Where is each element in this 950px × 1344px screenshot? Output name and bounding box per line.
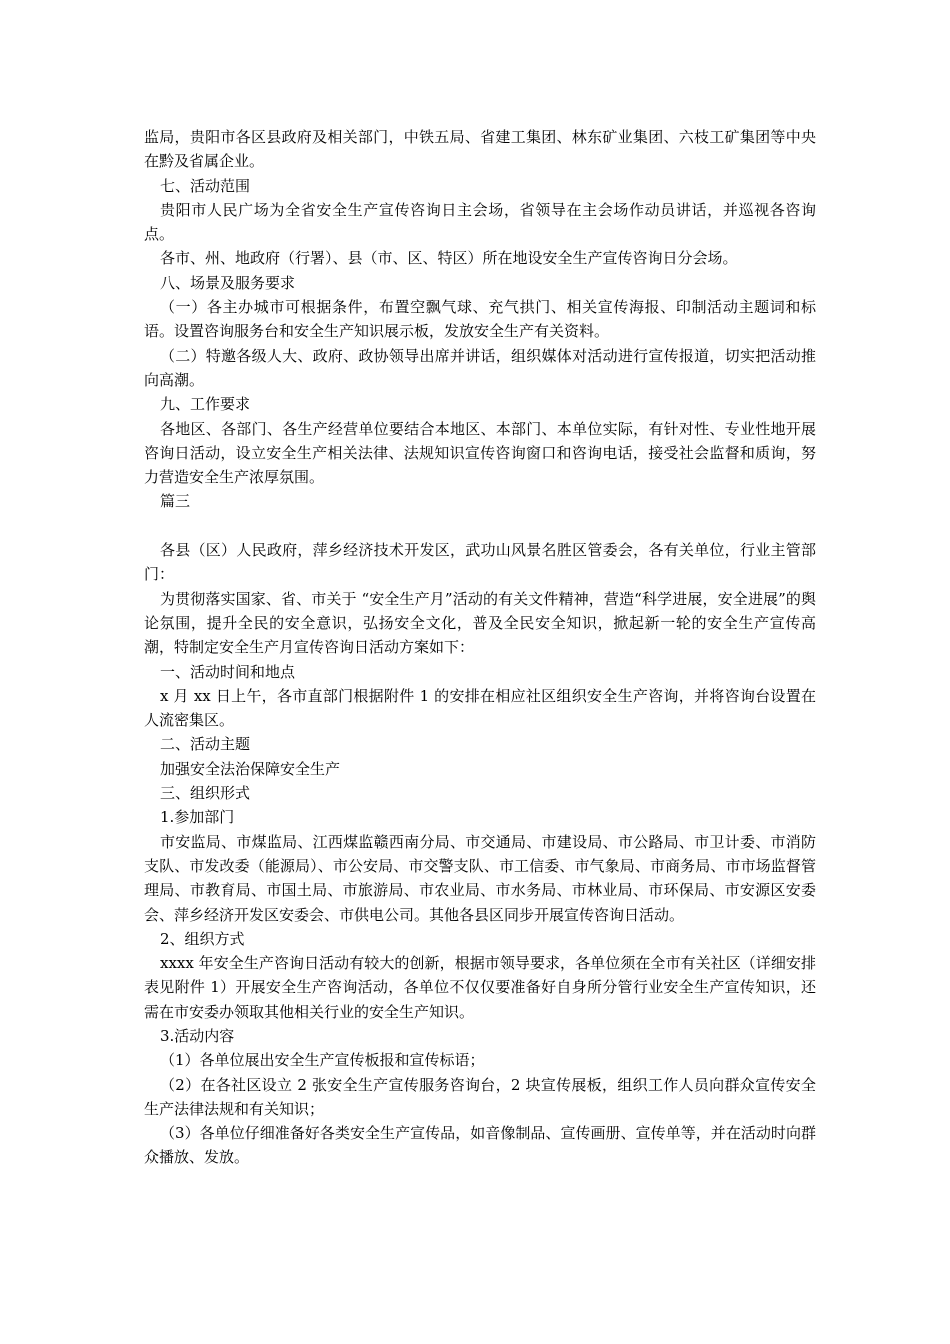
section-heading-scene: 八、场景及服务要求	[160, 273, 296, 292]
list-item: （2）在各社区设立 2 张安全生产宣传服务咨询台，2 块宣传展板，组织工作人员向群众宣传安全生产法律法规和有关知识；	[144, 1075, 816, 1118]
section-heading-organization: 三、组织形式	[160, 784, 251, 803]
paragraph-continuation: 监局，贵阳市各区县政府及相关部门，中铁五局、省建工集团、林东矿业集团、六枝工矿集团等中央在黔及省属企业。	[144, 128, 816, 171]
paragraph: x 月 xx 日上午，各市直部门根据附件 1 的安排在相应社区组织安全生产咨询，并将咨询台设置在人流密集区。	[144, 686, 816, 730]
list-item: （3）各单位仔细准备好各类安全生产宣传品，如音像制品、宣传画册、宣传单等，并在活动时向群众播放、发放。	[144, 1124, 816, 1167]
paragraph: （二）特邀各级人大、政府、政协领导出席并讲话，组织媒体对活动进行宣传报道，切实把活动推向高潮。	[144, 346, 816, 389]
paragraph: 加强安全法治保障安全生产	[160, 759, 341, 778]
paragraph: 各地区、各部门、各生产经营单位要结合本地区、本部门、本单位实际，有针对性、专业性地开展咨询日活动，设立安全生产相关法律、法规知识宣传咨询窗口和咨询电话，接受社会监督和质询，努力营造安全生产浓厚氛围。	[144, 419, 816, 487]
paragraph: 各市、州、地政府（行署）、县（市、区、特区）所在地设安全生产宣传咨询日分会场。	[160, 249, 738, 268]
subheading: 3.活动内容	[160, 1026, 235, 1045]
paragraph: 贵阳市人民广场为全省安全生产宣传咨询日主会场，省领导在主会场作动员讲话，并巡视各咨询点。	[144, 200, 816, 244]
document-body	[144, 125, 816, 1170]
paragraph: 为贯彻落实国家、省、市关于 “安全生产月”活动的有关文件精神，营造“科学进展，安全进展”的舆论氛围，提升全民的安全意识，弘扬安全文化，普及全民安全知识，掀起新一轮的安全生产宣传高潮，特制定安全生产月宣传咨询日活动方案如下：	[144, 589, 816, 657]
subheading: 2、组织方式	[160, 929, 245, 948]
paragraph: xxxx 年安全生产咨询日活动有较大的创新，根据市领导要求，各单位须在全市有关社区（详细安排表见附件 1）开展安全生产咨询活动，各单位不仅仅要准备好自身所分管行业安全生产宣传知识，还需在市安委办领取其他相关行业的安全生产知识。	[144, 954, 816, 1021]
section-heading-scope: 七、活动范围	[160, 176, 251, 195]
part-heading: 篇三	[160, 492, 191, 511]
section-heading-time-place: 一、活动时间和地点	[160, 662, 296, 681]
subheading: 1.参加部门	[160, 808, 235, 827]
section-heading-theme: 二、活动主题	[160, 735, 251, 754]
list-item: （1）各单位展出安全生产宣传板报和宣传标语；	[160, 1051, 485, 1070]
paragraph: 市安监局、市煤监局、江西煤监赣西南分局、市交通局、市建设局、市公路局、市卫计委、市消防支队、市发改委（能源局）、市公安局、市交警支队、市工信委、市气象局、市商务局、市市场监督管理局、市教育局、市国土局、市旅游局、市农业局、市水务局、市林业局、市环保局、市安源区安委会、萍乡经济开发区安委会、市供电公司。其他各县区同步开展宣传咨询日活动。	[144, 832, 816, 924]
section-heading-requirements: 九、工作要求	[160, 395, 251, 414]
blank-line	[144, 514, 816, 538]
paragraph: （一）各主办城市可根据条件，布置空飘气球、充气拱门、相关宣传海报、印制活动主题词和标语。设置咨询服务台和安全生产知识展示板，发放安全生产有关资料。	[144, 298, 816, 341]
addressee: 各县（区）人民政府，萍乡经济技术开发区，武功山风景名胜区管委会，各有关单位，行业主管部门：	[144, 541, 816, 584]
